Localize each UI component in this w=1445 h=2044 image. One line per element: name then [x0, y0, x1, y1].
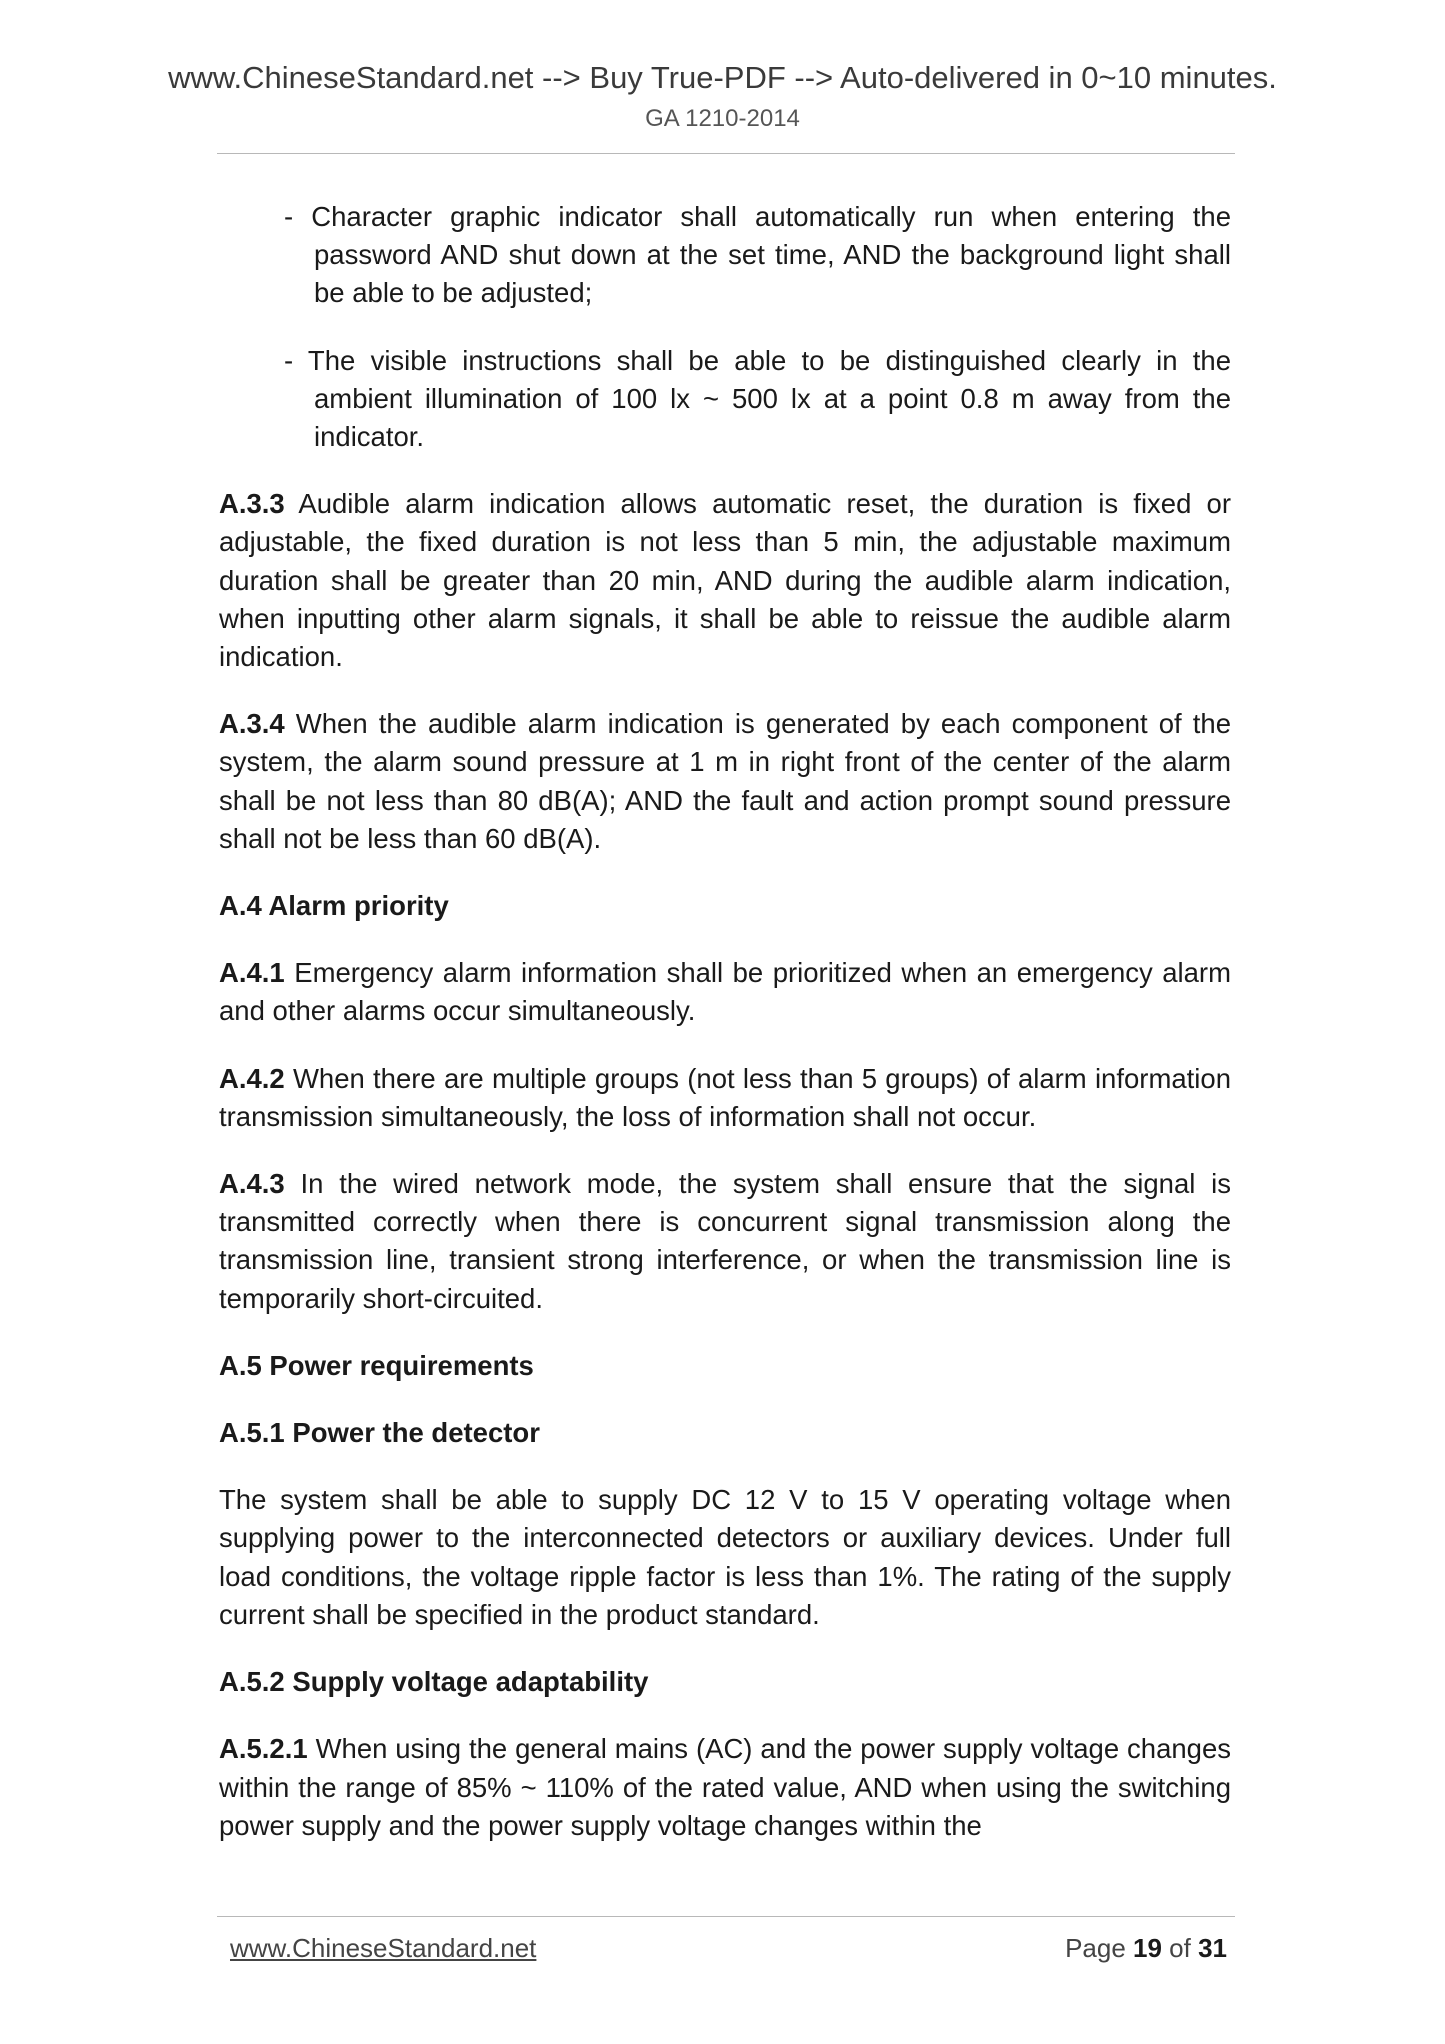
footer-website-link[interactable]: www.ChineseStandard.net [230, 1933, 537, 1963]
clause-a33 [219, 485, 1231, 676]
list-item-visible-instructions: - The visible instructions shall be able to be distinguished clearly in the ambient illumination of 100 lx ~ 500 lx at a point 0.8 m away from the indicator. [284, 344, 1231, 453]
page-content [219, 198, 1231, 1845]
clause-text: When the audible alarm indication is generated by each component of the system, the alarm sound pressure at 1 m in right front of the center of the alarm shall be not less than 80 dB(A); AND the fault and action prompt sound pressure shall not be less than 60 dB(A). [219, 708, 1231, 854]
section-heading-a51: A.5.1 Power the detector [219, 1417, 540, 1449]
page-banner: www.ChineseStandard.net --> Buy True-PDF --> Auto-delivered in 0~10 minutes. [168, 60, 1277, 95]
page-number [1065, 1930, 1227, 1966]
clause-number: A.4.2 [219, 1062, 285, 1094]
clause-text: When using the general mains (AC) and the power supply voltage changes within the range of 85% ~ 110% of the rated value, AND when using the switching power supply and the power supply voltage changes within the [219, 1733, 1231, 1841]
paragraph-a51: The system shall be able to supply DC 12 V to 15 V operating voltage when supplying power to the interconnected detectors or auxiliary devices. Under full load conditions, the voltage ripple factor is less than 1%. The rating of the supply current shall be specified in the product standard. [219, 1484, 1231, 1630]
clause-a43 [219, 1165, 1231, 1318]
clause-number: A.4.3 [219, 1168, 285, 1200]
standard-code: GA 1210-2014 [645, 105, 800, 132]
page-total: 31 [1198, 1933, 1227, 1963]
clause-number: A.3.4 [219, 708, 285, 740]
list-item-character-indicator: - Character graphic indicator shall automatically run when entering the password AND shut down at the set time, AND the background light shall be able to be adjusted; [284, 201, 1231, 309]
header-rule [217, 153, 1235, 154]
clause-text: In the wired network mode, the system shall ensure that the signal is transmitted correctly when there is concurrent signal transmission along the transmission line, transient strong interference, or when the transmission line is temporarily short-circuited. [219, 1168, 1231, 1314]
page-of: of [1161, 1933, 1199, 1963]
clause-a521 [219, 1730, 1231, 1845]
clause-a41 [219, 954, 1231, 1030]
section-heading-a5: A.5 Power requirements [219, 1349, 534, 1381]
clause-number: A.4.1 [219, 957, 285, 989]
clause-a34 [219, 705, 1231, 858]
clause-number: A.5.2.1 [219, 1733, 308, 1765]
section-heading-a4: A.4 Alarm priority [219, 890, 449, 922]
footer-rule [217, 1916, 1235, 1917]
clause-text: Audible alarm indication allows automatic reset, the duration is fixed or adjustable, the fixed duration is not less than 5 min, the adjustable maximum duration shall be greater than 20 min, AND during the audible alarm indication, when inputting other alarm signals, it shall be able to reissue the audible alarm indication. [219, 488, 1231, 673]
clause-a42 [219, 1060, 1231, 1136]
clause-text: Emergency alarm information shall be prioritized when an emergency alarm and other alarms occur simultaneously. [219, 957, 1231, 1027]
section-heading-a52: A.5.2 Supply voltage adaptability [219, 1666, 649, 1698]
clause-text: When there are multiple groups (not less than 5 groups) of alarm information transmission simultaneously, the loss of information shall not occur. [219, 1062, 1231, 1132]
page-current: 19 [1133, 1933, 1162, 1963]
page-label: Page [1065, 1933, 1134, 1963]
clause-number: A.3.3 [219, 488, 285, 520]
